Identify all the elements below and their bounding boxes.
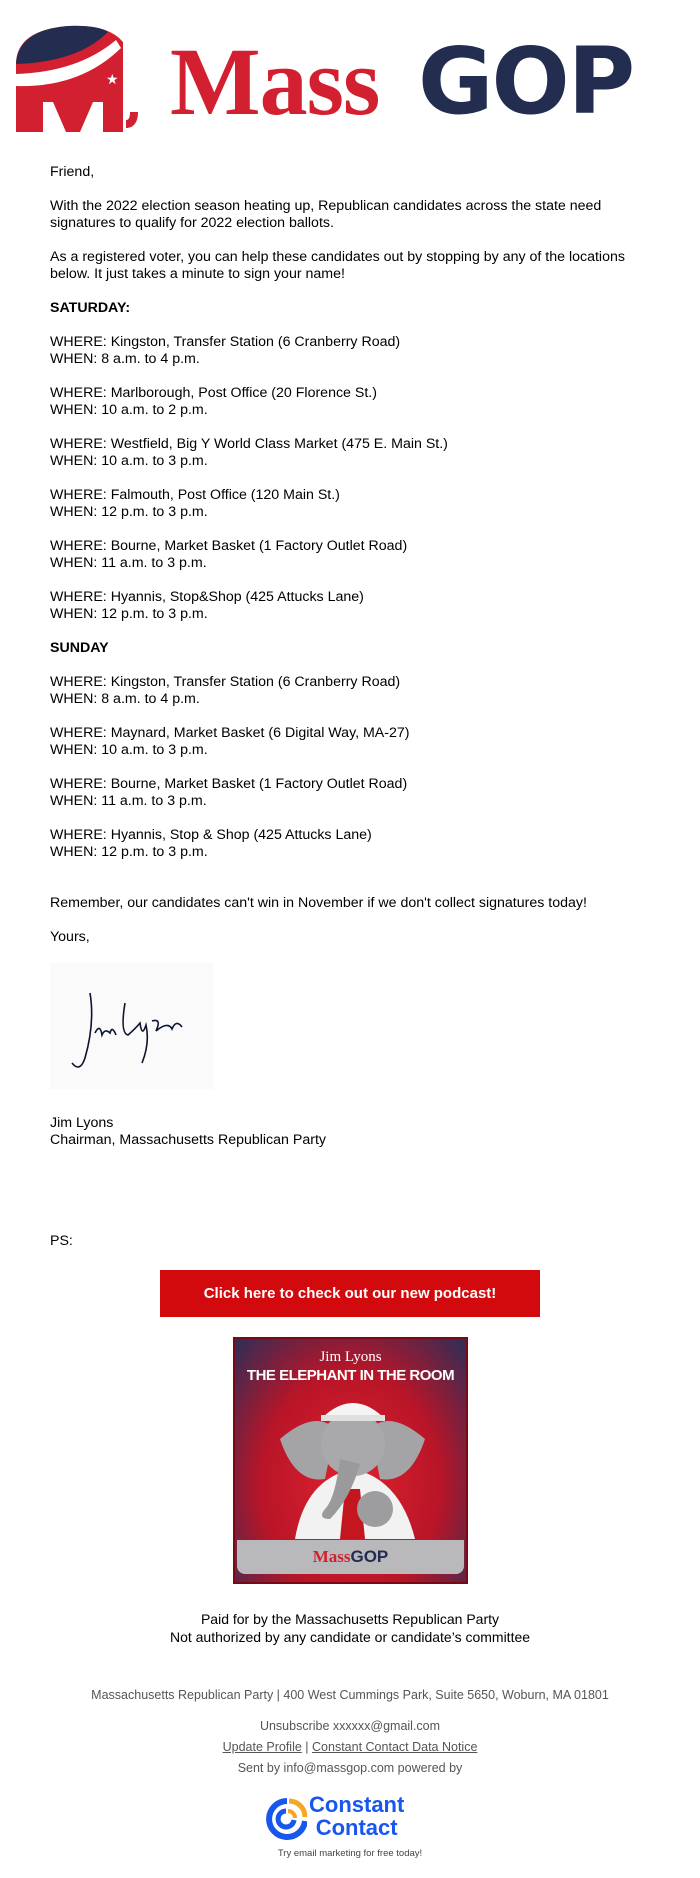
podcast-brand-mass: Mass	[312, 1547, 351, 1566]
location-entry	[50, 334, 650, 368]
location-when: WHEN: 12 p.m. to 3 p.m.	[50, 606, 208, 622]
podcast-brand-gop: GOP	[350, 1547, 389, 1566]
day-heading: SUNDAY	[50, 640, 109, 656]
footer	[0, 1688, 700, 1863]
podcast-cover-image[interactable]	[233, 1337, 468, 1584]
location-where: WHERE: Falmouth, Post Office (120 Main St.)	[50, 487, 340, 503]
location-when: WHEN: 8 a.m. to 4 p.m.	[50, 691, 200, 707]
podcast-host: Jim Lyons	[319, 1349, 382, 1365]
data-notice-link[interactable]: Constant Contact Data Notice	[312, 1740, 478, 1754]
location-when: WHEN: 12 p.m. to 3 p.m.	[50, 844, 208, 860]
location-entry	[50, 538, 650, 572]
cc-line1: Constant	[309, 1792, 405, 1817]
intro-paragraph: With the 2022 election season heating up, Republican candidates across the state need signatures to qualify for 2022 election ballots.	[50, 198, 602, 231]
location-where: WHERE: Kingston, Transfer Station (6 Cranberry Road)	[50, 334, 401, 350]
location-where: WHERE: Bourne, Market Basket (1 Factory Outlet Road)	[50, 538, 408, 554]
location-when: WHEN: 10 a.m. to 2 p.m.	[50, 402, 208, 418]
closing: Yours,	[50, 929, 90, 945]
logo-gop-text: GOP	[418, 28, 634, 135]
cc-line2: Contact	[315, 1815, 398, 1840]
location-where: WHERE: Bourne, Market Basket (1 Factory Outlet Road)	[50, 776, 408, 792]
location-entry	[50, 827, 650, 861]
location-where: WHERE: Marlborough, Post Office (20 Florence St.)	[50, 385, 377, 401]
podcast-brand-bar	[237, 1540, 464, 1574]
location-entry	[50, 674, 650, 708]
location-when: WHEN: 10 a.m. to 3 p.m.	[50, 453, 208, 469]
location-when: WHEN: 11 a.m. to 3 p.m.	[50, 793, 207, 809]
unsubscribe-link[interactable]: Unsubscribe xxxxxx@gmail.com	[259, 1719, 441, 1733]
svg-text:★: ★	[106, 71, 119, 87]
location-entry	[50, 487, 650, 521]
constant-contact-logo[interactable]	[265, 1793, 435, 1863]
location-when: WHEN: 12 p.m. to 3 p.m.	[50, 504, 208, 520]
signer-name: Jim Lyons	[50, 1115, 114, 1131]
location-entry	[50, 436, 650, 470]
location-where: WHERE: Kingston, Transfer Station (6 Cranberry Road)	[50, 674, 401, 690]
location-where: WHERE: Westfield, Big Y World Class Market (475 E. Main St.)	[50, 436, 448, 452]
authorization-disclaimer: Not authorized by any candidate or candidate’s committee	[169, 1629, 531, 1645]
greeting: Friend,	[50, 164, 95, 180]
location-where: WHERE: Hyannis, Stop & Shop (425 Attucks Lane)	[50, 827, 372, 843]
email-body	[0, 140, 650, 1250]
location-when: WHEN: 8 a.m. to 4 p.m.	[50, 351, 200, 367]
location-entry	[50, 776, 650, 810]
ps-label: PS:	[50, 1233, 73, 1249]
podcast-button[interactable]: Click here to check out our new podcast!	[160, 1270, 540, 1317]
paid-for-disclaimer: Paid for by the Massachusetts Republican Party	[200, 1611, 500, 1627]
cc-tagline: Try email marketing for free today!	[277, 1848, 423, 1859]
elephant-illustration-icon	[265, 1389, 440, 1539]
location-where: WHERE: Maynard, Market Basket (6 Digital Way, MA-27)	[50, 725, 410, 741]
link-separator: |	[305, 1740, 309, 1754]
logo-mass-text: Mass	[170, 28, 380, 135]
massgop-logo	[0, 0, 700, 140]
footer-address: Massachusetts Republican Party | 400 West Cummings Park, Suite 5650, Woburn, MA 01801	[91, 1688, 609, 1702]
elephant-logo-icon	[8, 22, 148, 132]
schedule	[50, 300, 650, 861]
location-where: WHERE: Hyannis, Stop&Shop (425 Attucks Lane)	[50, 589, 364, 605]
day-heading: SATURDAY:	[50, 300, 131, 316]
signature-image	[50, 963, 213, 1089]
reminder-paragraph: Remember, our candidates can't win in November if we don't collect signatures today!	[50, 895, 587, 911]
location-entry	[50, 725, 650, 759]
location-when: WHEN: 10 a.m. to 3 p.m.	[50, 742, 208, 758]
location-entry	[50, 589, 650, 623]
sent-by-text: Sent by info@massgop.com powered by	[237, 1761, 463, 1775]
constant-contact-icon	[265, 1797, 307, 1841]
ask-paragraph: As a registered voter, you can help these candidates out by stopping by any of the locations below. It just takes a minute to sign your name!	[50, 249, 625, 282]
podcast-title: THE ELEPHANT IN THE ROOM	[246, 1367, 455, 1384]
location-when: WHEN: 11 a.m. to 3 p.m.	[50, 555, 207, 571]
signer-title: Chairman, Massachusetts Republican Party	[50, 1132, 326, 1148]
update-profile-link[interactable]: Update Profile	[222, 1740, 302, 1754]
location-entry	[50, 385, 650, 419]
